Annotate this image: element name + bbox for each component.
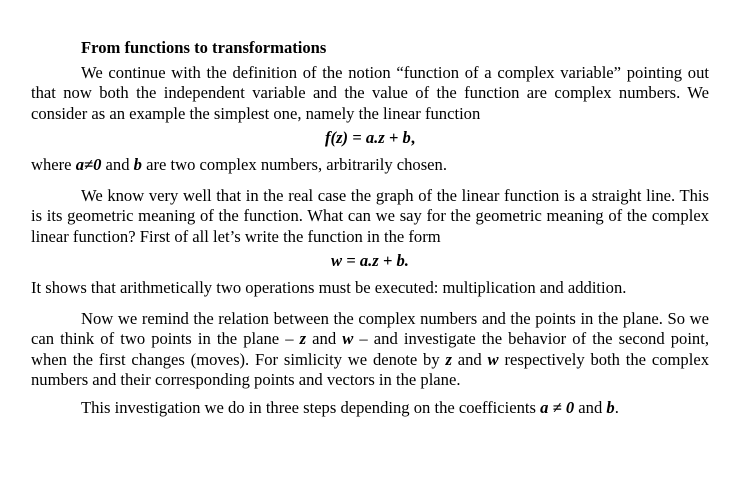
variable-w: w [487,349,499,369]
formula-comma: , [410,128,415,148]
formula-a: a [365,128,375,148]
text-and: and [306,329,343,349]
formula-w: w = a.z + b. [331,251,409,271]
variable-b: b [606,397,615,417]
formula-b: b [402,128,411,148]
text-part1: This investigation we do in three steps depending on the coefficients [81,397,541,417]
paragraph-operations: It shows that arithmetically two operations must be executed: multiplication and addition. [31,277,627,297]
text-and: and [574,397,607,417]
text-and: and [451,349,488,369]
condition-a-nonzero: a ≠ 0 [540,397,575,417]
variable-w: w [342,329,354,349]
paragraph-points-plane [31,309,709,391]
formula-linear-function [31,128,709,149]
text-part3: respectively both the complex numbers and their corresponding points and vectors in the plane. [31,349,709,390]
variable-z: z [299,329,307,349]
text-part2: – and investigate the behavior of the second point, when the first changes (moves). For simlicity we denote by [31,329,709,369]
variable-b: b [133,154,142,174]
formula-plus: + [384,128,403,148]
formula-z: z [378,128,385,148]
text-rest: are two complex numbers, arbitrarily chosen. [141,154,447,174]
variable-z: z [445,349,452,369]
paragraph-intro: We continue with the definition of the notion “function of a complex variable” pointing out that now both the independent variable and the value of the function are complex numbers. We consider as an example the simplest one, namely the linear function [31,62,709,123]
text-part1: Now we remind the relation between the complex numbers and the points in the plane. So we can think of two points in the plane – [31,308,709,349]
document-page [31,38,709,419]
paragraph-geometric-meaning: We know very well that in the real case the graph of the linear function is a straight line. This is its geometric meaning of the function. What can we say for the geometric meaning of the complex linear function? First of all let’s write the function in the form [31,185,709,246]
formula-lhs: f(z) = [325,128,366,148]
formula-dot: . [374,128,379,148]
text-period: . [614,397,619,417]
text-and: and [101,154,134,174]
condition-a-nonzero: a≠0 [75,154,102,174]
section-heading: From functions to transformations [81,38,327,57]
paragraph-three-steps [31,398,709,419]
text-where: where [31,154,76,174]
paragraph-where [31,155,709,176]
